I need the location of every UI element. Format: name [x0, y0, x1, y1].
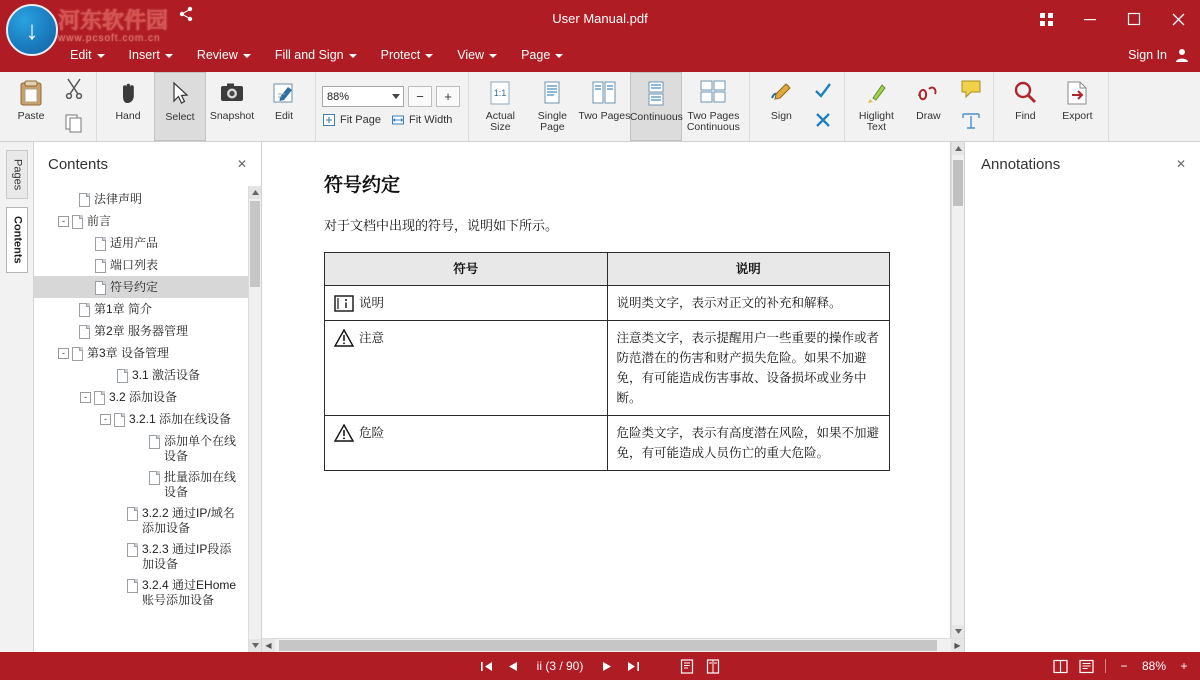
check-icon — [813, 80, 833, 103]
page-icon — [149, 471, 160, 485]
snapshot-button[interactable] — [206, 72, 258, 141]
page-icon — [79, 303, 90, 317]
list-item-label: 法律声明 — [94, 192, 143, 206]
next-page-button[interactable] — [599, 661, 615, 672]
page-icon — [127, 543, 138, 557]
fit-page-label: Fit Page — [340, 114, 381, 126]
single-page-label: Single Page — [537, 110, 567, 133]
menu-insert-label: Insert — [128, 48, 160, 62]
list-item-label: 批量添加在线设备 — [164, 470, 237, 499]
chevron-down-icon — [165, 54, 173, 58]
cell-description: 说明类文字，表示对正文的补充和解释。 — [607, 286, 890, 321]
contents-tree-wrap — [34, 186, 261, 652]
select-tool-button[interactable] — [154, 72, 206, 141]
table-row — [325, 321, 890, 416]
actual-size-icon — [488, 78, 512, 108]
draw-label: Draw — [916, 110, 941, 122]
list-item[interactable] — [34, 210, 248, 232]
scissors-icon — [64, 77, 84, 102]
page-icon — [79, 325, 90, 339]
list-item[interactable] — [34, 342, 248, 364]
prev-page-button[interactable] — [505, 661, 521, 672]
logo-download-glyph: ↓ — [25, 15, 39, 45]
text-callout-button[interactable] — [956, 109, 986, 137]
list-item-label: 第2章 服务器管理 — [94, 324, 189, 338]
sign-in-label: Sign In — [1128, 48, 1167, 62]
cell-symbol-label: 危险 — [359, 426, 385, 440]
user-avatar-icon — [1174, 47, 1190, 63]
two-pages-icon — [591, 78, 617, 108]
two-pages-continuous-icon — [699, 78, 727, 108]
list-item-label: 3.2.4 通过EHome账号添加设备 — [142, 578, 237, 607]
zoom-out-label: − — [416, 89, 424, 104]
pdf-page[interactable] — [262, 142, 951, 638]
menu-page[interactable] — [509, 38, 575, 72]
list-item-label: 适用产品 — [110, 236, 159, 250]
sticky-note-icon — [960, 79, 982, 102]
two-pages-button[interactable] — [578, 72, 630, 141]
page-area — [262, 142, 964, 638]
chevron-down-icon — [392, 94, 400, 99]
maximize-icon[interactable] — [1112, 0, 1156, 38]
close-icon[interactable]: ✕ — [236, 157, 248, 171]
cell-symbol-label: 说明 — [359, 296, 385, 310]
list-item-label: 添加单个在线设备 — [164, 434, 237, 463]
select-tool-label: Select — [165, 111, 195, 123]
actual-size-label: Actual Size — [485, 110, 515, 133]
export-label: Export — [1062, 110, 1093, 122]
collapse-toggle-icon[interactable]: - — [58, 348, 69, 359]
chevron-down-icon — [425, 54, 433, 58]
list-item-label: 3.2.2 通过IP/域名添加设备 — [142, 506, 235, 535]
sign-pen-icon — [768, 78, 794, 108]
panel-tab-rail — [0, 142, 34, 652]
scrollbar-track[interactable] — [275, 639, 951, 652]
fit-row — [322, 113, 462, 127]
page-icon — [127, 507, 138, 521]
scroll-left-icon[interactable]: ◀ — [262, 639, 275, 652]
list-item-label: 前言 — [87, 214, 112, 228]
first-page-button[interactable] — [479, 661, 495, 672]
list-item[interactable] — [34, 466, 248, 502]
page-icon — [95, 281, 106, 295]
fit-width-label: Fit Width — [408, 114, 453, 126]
chevron-down-icon — [97, 54, 105, 58]
fit-page-icon — [322, 113, 336, 127]
snapshot-camera-icon — [219, 78, 245, 108]
sign-label: Sign — [770, 110, 792, 122]
list-item[interactable] — [34, 538, 248, 574]
scroll-down-icon[interactable] — [249, 639, 261, 652]
chevron-down-icon — [489, 54, 497, 58]
status-zoom-in-button[interactable]: + — [1180, 659, 1188, 673]
cell-symbol — [325, 321, 608, 416]
pdf-viewer — [262, 142, 964, 652]
page-icon — [114, 413, 125, 427]
edit-tool-label: Edit — [274, 110, 294, 122]
page-layout-icon[interactable] — [1053, 659, 1069, 674]
menu-review[interactable] — [185, 38, 263, 72]
page-navigation — [0, 659, 1200, 674]
last-page-button[interactable] — [625, 661, 641, 672]
danger-triangle-icon — [334, 424, 354, 442]
fit-width-button[interactable] — [391, 113, 452, 127]
menu-page-label: Page — [521, 48, 551, 62]
fit-width-icon — [391, 113, 405, 127]
list-item[interactable] — [34, 188, 248, 210]
paste-button[interactable] — [5, 72, 57, 141]
workspace — [0, 142, 1200, 652]
list-item[interactable] — [34, 502, 248, 538]
column-header-description: 说明 — [607, 253, 890, 286]
viewer-horizontal-scrollbar[interactable] — [262, 638, 964, 652]
list-item-label: 3.1 激活设备 — [132, 368, 201, 382]
close-icon[interactable] — [1156, 0, 1200, 38]
find-label: Find — [1015, 110, 1036, 122]
list-item[interactable] — [34, 430, 248, 466]
menu-fill-and-sign[interactable] — [263, 38, 369, 72]
chevron-down-icon — [349, 54, 357, 58]
list-item-label: 端口列表 — [110, 258, 159, 272]
scrollbar-thumb[interactable] — [953, 160, 963, 206]
list-item[interactable] — [34, 298, 248, 320]
list-item-label: 符号约定 — [110, 280, 159, 294]
list-item-label: 第1章 简介 — [94, 302, 153, 316]
two-pages-label: Two Pages — [578, 110, 631, 122]
paste-label: Paste — [17, 110, 45, 122]
scrollbar-thumb[interactable] — [250, 201, 260, 287]
menu-fill-and-sign-label: Fill and Sign — [274, 48, 344, 62]
toolbar-group-clipboard — [0, 72, 97, 141]
cell-description: 危险类文字，表示有高度潜在风险，如果不加避免，有可能造成人员伤亡的重大危险。 — [607, 416, 890, 471]
toolbar-group-sign — [750, 72, 845, 141]
continuous-icon — [644, 79, 668, 109]
text-callout-icon — [960, 111, 982, 134]
contents-tree — [34, 186, 248, 652]
divider — [1105, 659, 1106, 673]
single-page-icon — [540, 78, 564, 108]
snapshot-label: Snapshot — [209, 110, 255, 122]
approve-button[interactable] — [809, 78, 837, 104]
status-zoom-level[interactable]: 88% — [1141, 659, 1166, 673]
list-item-label: 3.2 添加设备 — [109, 390, 178, 404]
paste-icon — [19, 78, 43, 108]
menu-view-label: View — [457, 48, 485, 62]
draw-icon — [915, 78, 941, 108]
window-controls — [1024, 0, 1200, 38]
draw-button[interactable] — [902, 72, 954, 141]
menu-bar — [0, 38, 1200, 72]
annotations-panel-title: Annotations — [981, 155, 1061, 173]
svg-text:1:1: 1:1 — [494, 88, 507, 98]
search-magnifier-icon — [1012, 78, 1038, 108]
status-bar-right — [1053, 659, 1192, 674]
collapse-toggle-icon[interactable]: - — [80, 392, 91, 403]
facing-page-view-button[interactable] — [705, 659, 721, 674]
cell-description: 注意类文字，表示提醒用户一些重要的操作或者防范潜在的伤害和财产损失危险。如果不加避免，有可能造成伤害事故、设备损坏或业务中断。 — [607, 321, 890, 416]
page-icon — [79, 193, 90, 207]
edit-pencil-icon — [272, 78, 296, 108]
column-header-symbol: 符号 — [325, 253, 608, 286]
collapse-toggle-icon[interactable]: - — [100, 414, 111, 425]
cell-symbol — [325, 416, 608, 471]
cross-icon — [813, 110, 833, 133]
contents-panel — [34, 142, 262, 652]
toolbar-group-comment — [845, 72, 994, 141]
scrollbar-thumb[interactable] — [279, 640, 937, 651]
copy-icon — [64, 113, 84, 136]
list-item-label: 第3章 设备管理 — [87, 346, 170, 360]
table-header-row — [325, 253, 890, 286]
toolbar-group-view-modes — [469, 72, 750, 141]
page-icon — [149, 435, 160, 449]
watermark-main: 河东软件园 — [58, 8, 169, 33]
toolbar-group-find-export — [994, 72, 1109, 141]
contents-panel-title: Contents — [48, 155, 109, 173]
list-item[interactable] — [34, 276, 248, 298]
watermark-text — [58, 4, 168, 44]
sticky-note-button[interactable] — [956, 76, 986, 104]
symbol-conventions-table — [324, 252, 890, 471]
page-icon — [72, 347, 83, 361]
reading-mode-icon[interactable] — [1079, 659, 1095, 674]
menu-protect[interactable] — [369, 38, 446, 72]
window-title: User Manual.pdf — [552, 11, 648, 26]
menu-edit-label: Edit — [70, 48, 92, 62]
watermark-sub: www.pcsoft.com.cn — [58, 33, 161, 44]
annotations-panel-header — [965, 142, 1200, 186]
fit-page-button[interactable] — [322, 113, 381, 127]
list-item[interactable] — [34, 364, 248, 386]
sign-in-button[interactable] — [1128, 38, 1190, 72]
highlight-text-button[interactable] — [850, 72, 902, 141]
list-item[interactable] — [34, 232, 248, 254]
zoom-select-value: 88% — [327, 90, 350, 103]
export-icon — [1064, 78, 1090, 108]
single-page-button[interactable] — [526, 72, 578, 141]
copy-button[interactable] — [57, 111, 91, 137]
scroll-up-icon[interactable] — [952, 142, 964, 155]
cell-symbol-label: 注意 — [359, 331, 385, 345]
hand-icon — [116, 78, 140, 108]
two-pages-continuous-label: Two Pages Continuous — [686, 110, 740, 133]
chevron-down-icon — [243, 54, 251, 58]
list-item[interactable] — [34, 386, 248, 408]
share-icon — [178, 6, 194, 22]
reject-button[interactable] — [809, 109, 837, 135]
menu-view[interactable] — [445, 38, 509, 72]
two-pages-continuous-button[interactable] — [682, 72, 744, 141]
page-paragraph: 对于文档中出现的符号，说明如下所示。 — [324, 218, 559, 233]
close-icon[interactable]: ✕ — [1175, 157, 1187, 171]
page-icon — [127, 579, 138, 593]
app-logo — [6, 4, 58, 56]
page-icon — [95, 237, 106, 251]
list-item-label: 3.2.3 通过IP段添加设备 — [142, 542, 232, 571]
warning-triangle-icon — [334, 329, 354, 347]
status-zoom-out-button[interactable]: − — [1120, 659, 1128, 673]
hand-tool-label: Hand — [115, 110, 141, 122]
page-icon — [94, 391, 105, 405]
menu-review-label: Review — [196, 48, 238, 62]
info-note-icon — [334, 295, 354, 312]
sidebar-item-contents[interactable]: Contents — [6, 207, 28, 273]
toolbar-group-tools — [97, 72, 316, 141]
find-button[interactable] — [999, 72, 1051, 141]
list-item[interactable] — [34, 408, 248, 430]
viewer-vertical-scrollbar[interactable] — [951, 142, 964, 638]
export-button[interactable] — [1051, 72, 1103, 141]
edit-tool-button[interactable] — [258, 72, 310, 141]
contents-panel-header — [34, 142, 261, 186]
sign-button[interactable] — [755, 72, 807, 141]
menu-protect-label: Protect — [380, 48, 421, 62]
single-page-view-button[interactable] — [679, 659, 695, 674]
list-item[interactable] — [34, 574, 248, 610]
actual-size-button[interactable] — [474, 72, 526, 141]
restore-tabs-icon[interactable] — [1024, 0, 1068, 38]
highlight-text-label: Higlight Text — [858, 110, 894, 133]
contents-scrollbar[interactable] — [248, 186, 261, 652]
highlight-marker-icon — [864, 78, 888, 108]
toolbar-group-zoom — [316, 72, 469, 141]
collapse-toggle-icon[interactable]: - — [58, 216, 69, 227]
scroll-down-icon[interactable] — [952, 625, 964, 638]
zoom-in-label: + — [444, 89, 452, 104]
toolbar — [0, 72, 1200, 142]
hand-tool-button[interactable] — [102, 72, 154, 141]
cell-symbol — [325, 286, 608, 321]
minimize-icon[interactable] — [1068, 0, 1112, 38]
scroll-up-icon[interactable] — [249, 186, 261, 199]
zoom-in-button[interactable] — [436, 86, 460, 107]
table-row — [325, 286, 890, 321]
list-item[interactable] — [34, 254, 248, 276]
zoom-row — [322, 86, 462, 107]
page-title: 符号约定 — [324, 175, 401, 196]
status-bar — [0, 652, 1200, 680]
continuous-label: Continuous — [629, 111, 683, 123]
page-icon — [95, 259, 106, 273]
list-item[interactable] — [34, 320, 248, 342]
page-indicator[interactable]: ii (3 / 90) — [536, 659, 584, 673]
sidebar-item-pages[interactable]: Pages — [6, 150, 28, 199]
table-row — [325, 416, 890, 471]
select-arrow-icon — [168, 79, 192, 109]
zoom-out-button[interactable] — [408, 86, 432, 107]
cut-button[interactable] — [57, 76, 91, 102]
list-item-label: 3.2.1 添加在线设备 — [129, 412, 232, 426]
page-icon — [117, 369, 128, 383]
page-icon — [72, 215, 83, 229]
annotations-panel — [964, 142, 1200, 652]
scroll-right-icon[interactable]: ▶ — [951, 639, 964, 652]
continuous-button[interactable] — [630, 72, 682, 141]
zoom-select[interactable] — [322, 86, 404, 107]
chevron-down-icon — [555, 54, 563, 58]
